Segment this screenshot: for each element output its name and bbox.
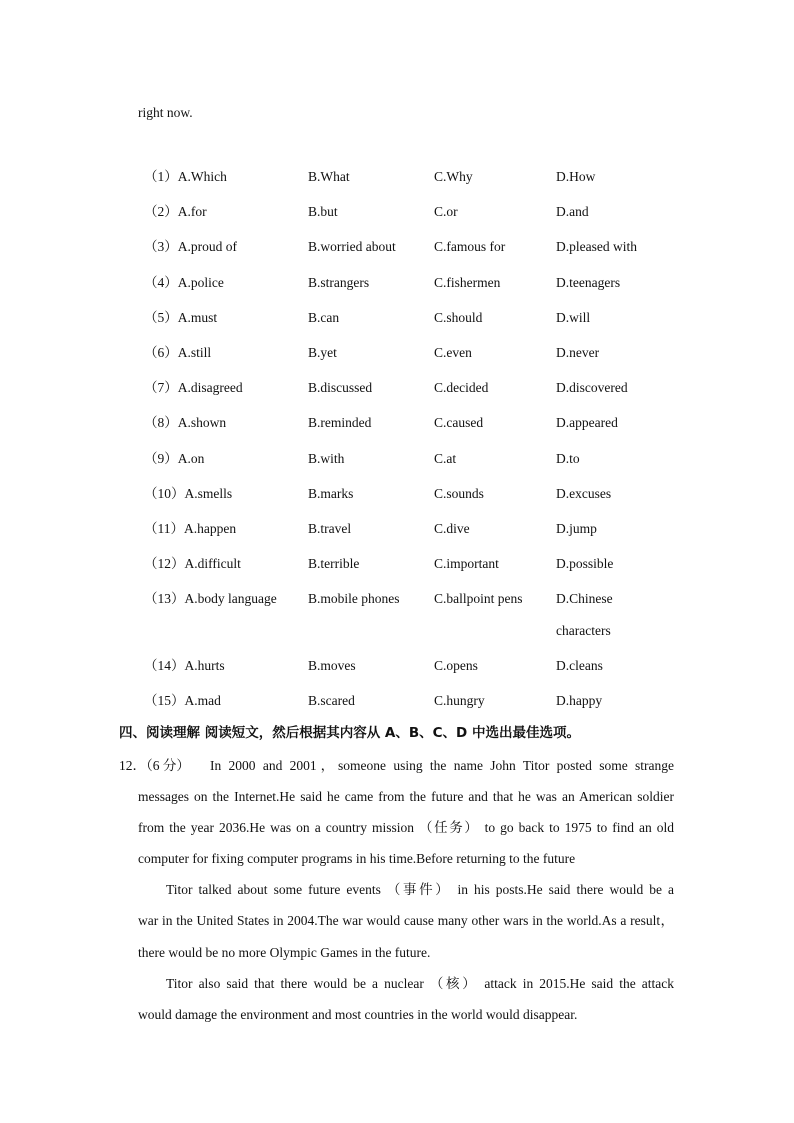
option-row bbox=[0, 203, 794, 223]
option-a: （11）A.happen bbox=[144, 521, 237, 536]
passage-line-1: In 2000 and 2001，someone using the name John Titor posted some strange bbox=[210, 758, 674, 773]
option-a: （8）A.shown bbox=[144, 415, 227, 430]
option-a: （12）A.difficult bbox=[144, 556, 241, 571]
option-row bbox=[0, 344, 794, 364]
option-a: （4）A.police bbox=[144, 275, 224, 290]
passage-line-2: messages on the Internet.He said he came from the future and that he was an American soldier bbox=[138, 789, 674, 804]
option-a: （3）A.proud of bbox=[144, 239, 237, 254]
option-b: B.strangers bbox=[308, 275, 370, 290]
option-c: C.Why bbox=[434, 169, 473, 184]
option-b: B.travel bbox=[308, 521, 352, 536]
option-b: B.scared bbox=[308, 693, 355, 708]
option-row bbox=[0, 485, 794, 505]
passage-line-9: would damage the environment and most countries in the world would disappear. bbox=[138, 1007, 578, 1022]
option-a: （14）A.hurts bbox=[144, 658, 225, 673]
option-row bbox=[0, 168, 794, 188]
option-d: D.happy bbox=[556, 693, 603, 708]
option-c: C.or bbox=[434, 204, 458, 219]
option-row bbox=[0, 274, 794, 294]
option-b: B.What bbox=[308, 169, 350, 184]
option-d: D.will bbox=[556, 310, 591, 325]
option-b: B.marks bbox=[308, 486, 354, 501]
option-c: C.decided bbox=[434, 380, 489, 395]
option-a: （2）A.for bbox=[144, 204, 207, 219]
option-a: （6）A.still bbox=[144, 345, 212, 360]
option-b: B.moves bbox=[308, 658, 356, 673]
option-row bbox=[0, 414, 794, 434]
passage-line-6: war in the United States in 2004.The war would cause many other wars in the world.As a result， bbox=[138, 913, 674, 928]
passage-line-8: Titor also said that there would be a nuclear （核） attack in 2015.He said the attack bbox=[166, 976, 674, 991]
passage-line-4: computer for fixing computer programs in his time.Before returning to the future bbox=[138, 851, 576, 866]
option-a: （15）A.mad bbox=[144, 693, 221, 708]
option-row bbox=[0, 657, 794, 677]
option-a: （1）A.Which bbox=[144, 169, 227, 184]
option-d: D.and bbox=[556, 204, 589, 219]
option-row bbox=[0, 692, 794, 712]
option-b: B.yet bbox=[308, 345, 337, 360]
option-d: D.Chinese bbox=[556, 591, 613, 606]
option-c: C.at bbox=[434, 451, 457, 466]
option-c: C.should bbox=[434, 310, 483, 325]
passage-line-7: there would be no more Olympic Games in the future. bbox=[138, 945, 431, 960]
option-d: D.pleased with bbox=[556, 239, 637, 254]
option-row bbox=[0, 555, 794, 575]
option-d-continuation: characters bbox=[556, 623, 611, 638]
option-d: D.possible bbox=[556, 556, 614, 571]
option-c: C.hungry bbox=[434, 693, 485, 708]
option-b: B.terrible bbox=[308, 556, 360, 571]
option-row bbox=[0, 590, 794, 638]
option-c: C.famous for bbox=[434, 239, 506, 254]
option-d: D.jump bbox=[556, 521, 597, 536]
option-a: （5）A.must bbox=[144, 310, 218, 325]
option-d: D.to bbox=[556, 451, 580, 466]
option-b: B.mobile phones bbox=[308, 591, 400, 606]
option-c: C.important bbox=[434, 556, 499, 571]
option-a: （7）A.disagreed bbox=[144, 380, 243, 395]
option-row bbox=[0, 309, 794, 329]
option-b: B.worried about bbox=[308, 239, 396, 254]
section-heading: 四、阅读理解 阅读短文，然后根据其内容从 A、B、C、D 中选出最佳选项。 bbox=[119, 725, 580, 741]
option-d: D.excuses bbox=[556, 486, 612, 501]
option-a: （10）A.smells bbox=[144, 486, 233, 501]
option-c: C.sounds bbox=[434, 486, 484, 501]
option-c: C.even bbox=[434, 345, 472, 360]
option-b: B.reminded bbox=[308, 415, 372, 430]
passage-line-5: Titor talked about some future events （事件） in his posts.He said there would be a bbox=[166, 882, 674, 897]
option-b: B.discussed bbox=[308, 380, 373, 395]
option-d: D.appeared bbox=[556, 415, 618, 430]
option-c: C.dive bbox=[434, 521, 470, 536]
option-a: （9）A.on bbox=[144, 451, 205, 466]
option-row bbox=[0, 379, 794, 399]
option-c: C.opens bbox=[434, 658, 478, 673]
option-row bbox=[0, 520, 794, 540]
option-d: D.never bbox=[556, 345, 600, 360]
option-c: C.ballpoint pens bbox=[434, 591, 523, 606]
option-row bbox=[0, 238, 794, 258]
option-d: D.discovered bbox=[556, 380, 628, 395]
option-c: C.fishermen bbox=[434, 275, 501, 290]
option-c: C.caused bbox=[434, 415, 484, 430]
option-a: （13）A.body language bbox=[144, 591, 277, 606]
option-b: B.can bbox=[308, 310, 340, 325]
top-fragment: right now. bbox=[138, 105, 193, 120]
passage-line-3: from the year 2036.He was on a country mission （任务） to go back to 1975 to find an old bbox=[138, 820, 674, 835]
question-number: 12．（6 分） bbox=[119, 758, 190, 773]
option-b: B.but bbox=[308, 204, 338, 219]
option-row bbox=[0, 450, 794, 470]
option-d: D.How bbox=[556, 169, 596, 184]
option-b: B.with bbox=[308, 451, 345, 466]
option-d: D.teenagers bbox=[556, 275, 621, 290]
option-d: D.cleans bbox=[556, 658, 603, 673]
